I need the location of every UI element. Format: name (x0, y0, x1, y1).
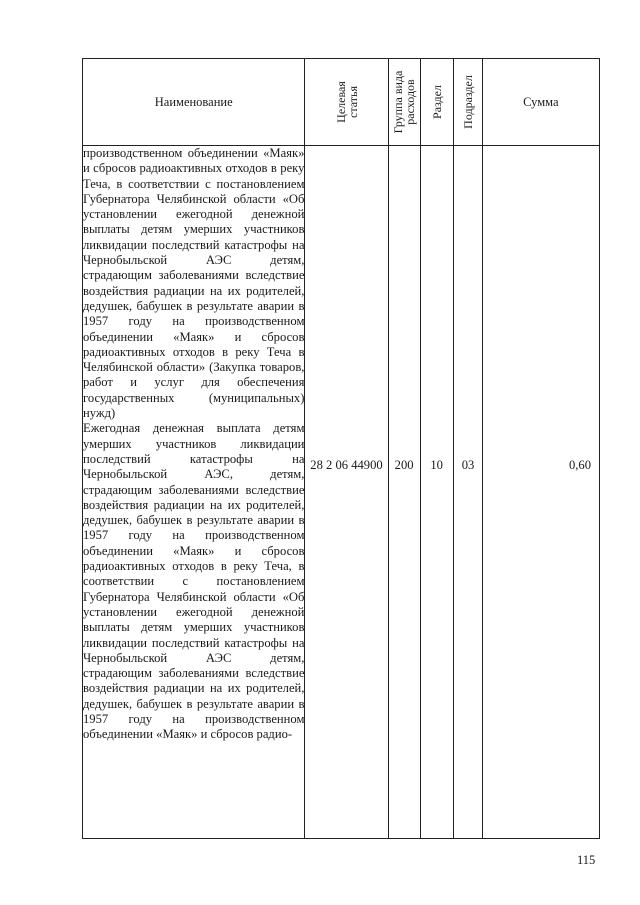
name-cell (83, 146, 305, 839)
sum-cell (482, 146, 599, 839)
header-subsection-label: Подраздел (460, 75, 475, 129)
target-cell (305, 146, 388, 839)
header-group (388, 59, 420, 146)
header-section (420, 59, 453, 146)
header-name: Наименование (83, 59, 305, 146)
header-section-label: Раздел (429, 85, 444, 119)
group-value: 200 (394, 458, 414, 472)
table-header-row (83, 59, 600, 146)
table-row (83, 146, 600, 839)
subsection-value: 03 (461, 458, 475, 472)
header-group-label: Группа вида расходов (391, 70, 418, 134)
page-number: 115 (577, 853, 596, 867)
header-subsection (453, 59, 482, 146)
section-value: 10 (430, 458, 443, 472)
header-target (305, 59, 388, 146)
header-target-label: Целевая статья (333, 81, 360, 123)
subsection-cell (453, 146, 482, 839)
target-value: 28 2 06 44900 (310, 458, 383, 472)
header-sum: Сумма (482, 59, 599, 146)
group-cell (388, 146, 420, 839)
name-paragraph-1: производственном объединении «Маяк» и сбросов радиоактивных отходов в реку Теча, в соответствии с постановлением Губернатора Челябинской области «Об установлении ежегодной денежной выплаты детям умерших участников ликвидации последствий катастрофы на Чернобыльской АЭС детям, страдающим заболеваниями вследствие воздействия радиации на их родителей, дедушек, бабушек в результате аварии в 1957 году на производственном объединении «Маяк» и сбросов радиоактивных отходов в реку Теча в Челябинской области» (Закупка товаров, работ и услуг для обеспечения государственных (муниципальных) нужд) (83, 146, 305, 421)
sum-value: 0,60 (568, 458, 591, 472)
name-paragraph-2: Ежегодная денежная выплата детям умерших участников ликвидации последствий катастрофы на Чернобыльской АЭС, детям, страдающим заболеваниями вследствие воздействия радиации на их родителей, дедушек, бабушек в результате аварии в 1957 году на производственном объединении «Маяк» и сбросов радиоактивных отходов в реку Теча, в соответствии с постановлением Губернатора Челябинской области «Об установлении ежегодной денежной выплаты детям умерших участников ликвидации последствий катастрофы на Чернобыльской АЭС детям, страдающим заболеваниями вследствие воздействия радиации на их родителей, дедушек, бабушек в результате аварии в 1957 году на производственном объединении «Маяк» и сбросов радио- (83, 421, 305, 742)
budget-table (82, 58, 600, 839)
section-cell (420, 146, 453, 839)
